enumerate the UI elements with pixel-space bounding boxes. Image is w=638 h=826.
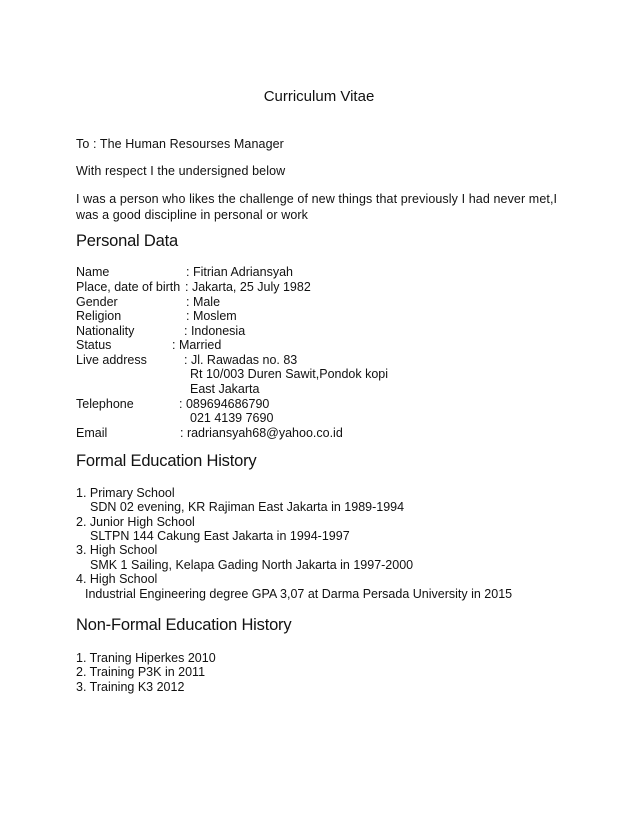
personal-row bbox=[76, 353, 556, 368]
row-value: : Jakarta, 25 July 1982 bbox=[185, 280, 311, 294]
formal-item-detail: Industrial Engineering degree GPA 3,07 at Darma Persada University in 2015 bbox=[85, 587, 513, 601]
intro-line-2: was a good discipline in personal or work bbox=[76, 208, 308, 222]
address-line-3: East Jakarta bbox=[190, 382, 260, 396]
formal-item-detail: SMK 1 Sailing, Kelapa Gading North Jakarta in 1997-2000 bbox=[90, 558, 414, 572]
row-value: : Male bbox=[186, 295, 221, 309]
nonformal-item: 1. Traning Hiperkes 2010 bbox=[76, 651, 216, 665]
row-label: Live address bbox=[76, 353, 147, 367]
row-value: : Married bbox=[172, 338, 222, 352]
telephone-value: : 089694686790 bbox=[179, 397, 270, 411]
telephone-row bbox=[76, 397, 556, 412]
address-line-2: Rt 10/003 Duren Sawit,Pondok kopi bbox=[190, 367, 389, 381]
row-label: Name bbox=[76, 265, 110, 279]
row-label: Status bbox=[76, 338, 112, 352]
row-label: Religion bbox=[76, 309, 122, 323]
row-value: : Moslem bbox=[186, 309, 237, 323]
row-label: Nationality bbox=[76, 324, 135, 338]
formal-item-detail: SLTPN 144 Cakung East Jakarta in 1994-1997 bbox=[90, 529, 350, 543]
personal-row bbox=[76, 309, 556, 324]
telephone-value-2: 021 4139 7690 bbox=[190, 411, 274, 425]
respect-line: With respect I the undersigned below bbox=[76, 164, 286, 178]
email-label: Email bbox=[76, 426, 108, 440]
email-value: : radriansyah68@yahoo.co.id bbox=[180, 426, 343, 440]
recipient-line: To : The Human Resourses Manager bbox=[76, 137, 284, 151]
intro-line-1: I was a person who likes the challenge of new things that previously I had never met,I bbox=[76, 192, 558, 206]
personal-data-heading: Personal Data bbox=[76, 232, 178, 250]
formal-item-title: 1. Primary School bbox=[76, 486, 175, 500]
personal-row bbox=[76, 324, 556, 339]
formal-education-heading: Formal Education History bbox=[76, 452, 257, 470]
telephone-label: Telephone bbox=[76, 397, 134, 411]
formal-item-detail: SDN 02 evening, KR Rajiman East Jakarta in 1989-1994 bbox=[90, 500, 405, 514]
personal-row bbox=[76, 338, 556, 353]
nonformal-item: 2. Training P3K in 2011 bbox=[76, 665, 206, 679]
email-row bbox=[76, 426, 556, 441]
personal-row bbox=[76, 280, 556, 295]
formal-item-title: 2. Junior High School bbox=[76, 515, 195, 529]
document-title: Curriculum Vitae bbox=[263, 88, 375, 105]
nonformal-item: 3. Training K3 2012 bbox=[76, 680, 185, 694]
row-value: : Indonesia bbox=[184, 324, 246, 338]
personal-row bbox=[76, 265, 556, 280]
nonformal-education-heading: Non-Formal Education History bbox=[76, 616, 292, 634]
row-label: Gender bbox=[76, 295, 118, 309]
formal-item-title: 4. High School bbox=[76, 572, 158, 586]
row-label: Place, date of birth bbox=[76, 280, 181, 294]
formal-item-title: 3. High School bbox=[76, 543, 158, 557]
row-value: : Fitrian Adriansyah bbox=[186, 265, 293, 279]
personal-row bbox=[76, 295, 556, 310]
row-value: : Jl. Rawadas no. 83 bbox=[184, 353, 298, 367]
